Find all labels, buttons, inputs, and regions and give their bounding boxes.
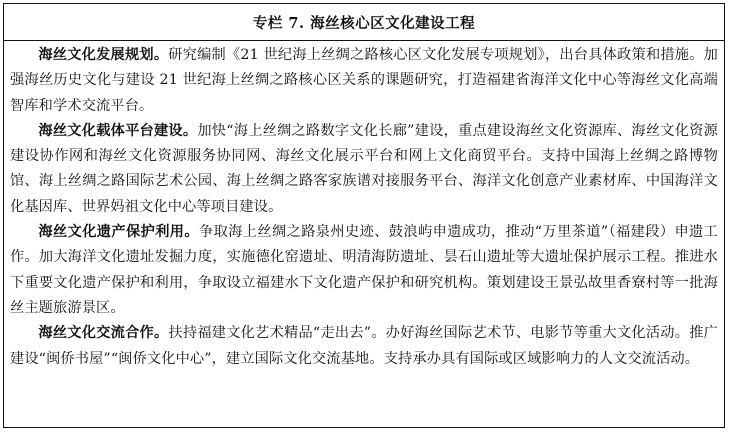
box-title: 专栏 7. 海丝核心区文化建设工程 xyxy=(4,4,724,41)
paragraph-exchange-cooperation xyxy=(10,321,718,372)
paragraph-text: 研究编制《21 世纪海上丝绸之路核心区文化发展专项规划》，出台具体政策和措施。加强海丝历史文化与建设 21 世纪海上丝绸之路核心区关系的课题研究，打造福建省海洋文化中心等海丝文化高端智库和学术交流平台。 xyxy=(10,47,718,114)
box-content xyxy=(4,41,724,372)
paragraph-text: 扶持福建文化艺术精品“走出去”。办好海丝国际艺术节、电影节等重大文化活动。推广建设“闽侨书屋”“闽侨文化中心”，建立国际文化交流基地。支持承办具有国际或区域影响力的人文交流活动。 xyxy=(10,325,718,367)
paragraph-heading: 海丝文化载体平台建设。 xyxy=(38,122,198,139)
paragraph-heading: 海丝文化交流合作。 xyxy=(38,325,169,342)
paragraph-heritage-protection xyxy=(10,220,718,321)
paragraph-heading: 海丝文化发展规划。 xyxy=(38,47,169,63)
feature-box xyxy=(3,3,725,428)
paragraph-development-plan xyxy=(10,43,718,119)
paragraph-platform-construction xyxy=(10,119,718,220)
paragraph-text: 加快“海上丝绸之路数字文化长廊”建设，重点建设海丝文化资源库、海丝文化资源建设协作网和海丝文化资源服务协同网、海丝文化展示平台和网上文化商贸平台。支持中国海上丝绸之路博物馆、海上丝绸之路国际艺术公园、海上丝绸之路客家族谱对接服务平台、海洋文化创意产业素材库、中国海洋文化基因库、世界妈祖文化中心等项目建设。 xyxy=(10,122,718,215)
paragraph-heading: 海丝文化遗产保护利用。 xyxy=(38,224,199,241)
paragraph-text: 争取海上丝绸之路泉州史迹、鼓浪屿申遗成功，推动“万里茶道”（福建段）申遗工作。加大海洋文化遗址发掘力度，实施德化窑遗址、明清海防遗址、昙石山遗址等大遗址保护展示工程。推进水下重要文化遗产保护和利用，争取设立福建水下文化遗产保护和研究机构。策划建设王景弘故里香寮村等一批海丝主题旅游景区。 xyxy=(10,224,718,316)
